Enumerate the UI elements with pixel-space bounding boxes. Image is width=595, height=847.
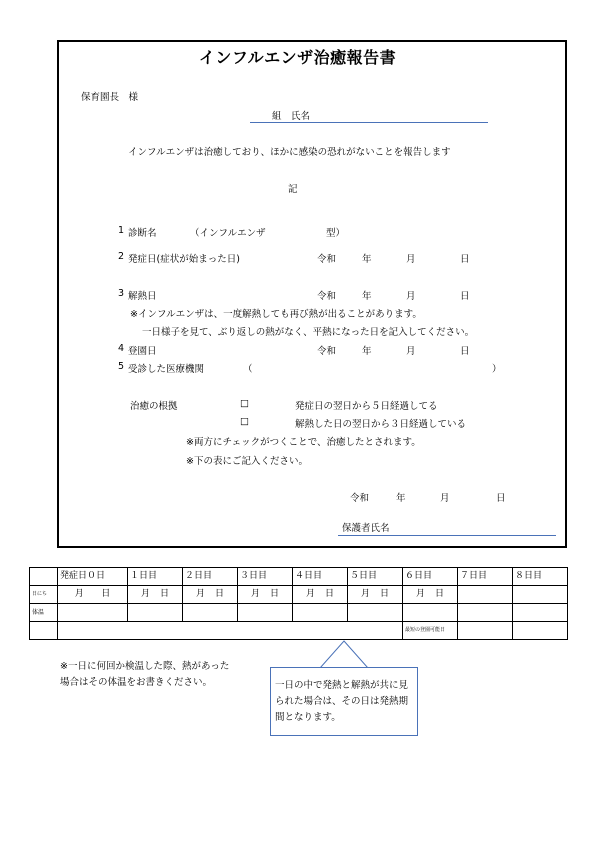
item-diagnosis-open: （インフルエンザ	[190, 228, 266, 239]
item-diagnosis-close: 型）	[326, 228, 346, 239]
day-label: 日	[324, 589, 334, 599]
month-label: 月	[140, 589, 150, 599]
item-onset-num: 2	[118, 251, 125, 262]
ki-marker: 記	[288, 184, 298, 195]
attendance-year: 年	[362, 346, 372, 357]
return-row-span	[58, 622, 403, 640]
basis-option-2: 解熱した日の翌日から３日経過している	[295, 419, 467, 430]
header-cell-day8: ８日目	[513, 568, 568, 586]
item-onset-label: 発症日(症状が始まった日)	[128, 254, 240, 265]
addressee: 保育園長 様	[81, 92, 139, 103]
header-cell-day7: ７日目	[458, 568, 513, 586]
item-attendance-label: 登園日	[128, 346, 157, 357]
temperature-table	[29, 567, 568, 640]
header-cell-day3: ３日目	[238, 568, 293, 586]
statement: インフルエンザは治癒しており、ほかに感染の恐れがないことを報告します	[128, 147, 451, 158]
item-fever-end-label: 解熱日	[128, 291, 157, 302]
day-label: 日	[379, 589, 389, 599]
header-cell-day6: ６日目	[403, 568, 458, 586]
callout-text: 一日の中で発熱と解熱が共に見られた場合は、その日は発熱期間となります。	[275, 680, 409, 723]
item-attendance-num: 4	[118, 343, 125, 354]
temp-cell-day5[interactable]	[348, 604, 403, 622]
attendance-day: 日	[460, 346, 470, 357]
temp-cell-day8[interactable]	[513, 604, 568, 622]
temp-cell-day6[interactable]	[403, 604, 458, 622]
class-name-label: 組 氏名	[272, 111, 311, 122]
basis-checkbox-1[interactable]: □	[240, 398, 249, 409]
month-label: 月	[305, 589, 315, 599]
class-name-field[interactable]	[250, 122, 488, 123]
attendance-month: 月	[406, 346, 416, 357]
item-diagnosis-label: 診断名	[128, 228, 157, 239]
temp-cell-day4[interactable]	[293, 604, 348, 622]
onset-month: 月	[406, 254, 416, 265]
date-cell-day5[interactable]	[348, 586, 403, 604]
header-cell-day1: １日目	[128, 568, 183, 586]
return-row-day8	[513, 622, 568, 640]
header-cell-day0: 発症日０日	[58, 568, 128, 586]
header-cell-day4: ４日目	[293, 568, 348, 586]
fever-end-era: 令和	[317, 291, 337, 302]
item-diagnosis-num: 1	[118, 225, 125, 236]
temp-cell-day7[interactable]	[458, 604, 513, 622]
basis-note-2: ※下の表にご記入ください。	[186, 456, 308, 467]
month-label: 月	[415, 589, 425, 599]
table-row-dates	[30, 586, 568, 604]
form-title: インフルエンザ治癒報告書	[198, 48, 397, 67]
temp-row-label: 体温	[30, 604, 58, 622]
fever-end-month: 月	[406, 291, 416, 302]
clinic-open-paren: （	[243, 364, 253, 375]
fever-note-2: 一日様子を見て、ぶり返しの熱がなく、平熱になった日を記入してください。	[142, 327, 475, 338]
day-label: 日	[214, 589, 224, 599]
temp-cell-day0[interactable]	[58, 604, 128, 622]
date-cell-day3[interactable]	[238, 586, 293, 604]
item-clinic-num: 5	[118, 361, 125, 372]
header-cell-day5: ５日目	[348, 568, 403, 586]
table-row-temperature	[30, 604, 568, 622]
left-note: ※一日に何回か検温した際、熱があった場合はその体温をお書きください。	[60, 661, 230, 688]
attendance-era: 令和	[317, 346, 337, 357]
month-label: 月	[195, 589, 205, 599]
table-header-row	[30, 568, 568, 586]
temp-cell-day2[interactable]	[183, 604, 238, 622]
return-row-empty	[30, 622, 58, 640]
submit-year: 年	[396, 493, 406, 504]
date-cell-day7[interactable]	[458, 586, 513, 604]
onset-year: 年	[362, 254, 372, 265]
date-cell-day0[interactable]	[58, 586, 128, 604]
earliest-return-label: 最短の登園可能日	[403, 622, 458, 640]
date-cell-day2[interactable]	[183, 586, 238, 604]
month-label: 月	[360, 589, 370, 599]
guardian-label: 保護者氏名	[342, 523, 390, 534]
onset-era: 令和	[317, 254, 337, 265]
day-label: 日	[159, 589, 169, 599]
fever-end-year: 年	[362, 291, 372, 302]
onset-day: 日	[460, 254, 470, 265]
month-label: 月	[74, 589, 84, 599]
temp-cell-day3[interactable]	[238, 604, 293, 622]
date-cell-day1[interactable]	[128, 586, 183, 604]
guardian-name-field[interactable]	[338, 535, 556, 536]
month-label: 月	[250, 589, 260, 599]
basis-checkbox-2[interactable]: □	[240, 416, 249, 427]
table-row-earliest-return	[30, 622, 568, 640]
date-row-label: 日にち	[30, 586, 58, 604]
callout-pointer	[318, 640, 370, 669]
date-cell-day8[interactable]	[513, 586, 568, 604]
date-cell-day6[interactable]	[403, 586, 458, 604]
fever-end-day: 日	[460, 291, 470, 302]
submit-era: 令和	[350, 493, 370, 504]
submit-month: 月	[440, 493, 450, 504]
day-label: 日	[269, 589, 279, 599]
header-cell-corner	[30, 568, 58, 586]
basis-note-1: ※両方にチェックがつくことで、治癒したとされます。	[186, 437, 421, 448]
earliest-return-cell[interactable]	[458, 622, 513, 640]
submit-day: 日	[496, 493, 506, 504]
day-label: 日	[434, 589, 444, 599]
fever-note-1: ※インフルエンザは、一度解熱しても再び熱が出ることがあります。	[130, 309, 422, 320]
header-cell-day2: ２日目	[183, 568, 238, 586]
item-fever-end-num: 3	[118, 288, 125, 299]
item-clinic-label: 受診した医療機関	[128, 364, 205, 375]
basis-label: 治癒の根拠	[130, 401, 178, 412]
date-cell-day4[interactable]	[293, 586, 348, 604]
day-label: 日	[101, 589, 111, 599]
temp-cell-day1[interactable]	[128, 604, 183, 622]
clinic-close-paren: ）	[492, 364, 502, 375]
basis-option-1: 発症日の翌日から５日経過してる	[295, 401, 438, 412]
